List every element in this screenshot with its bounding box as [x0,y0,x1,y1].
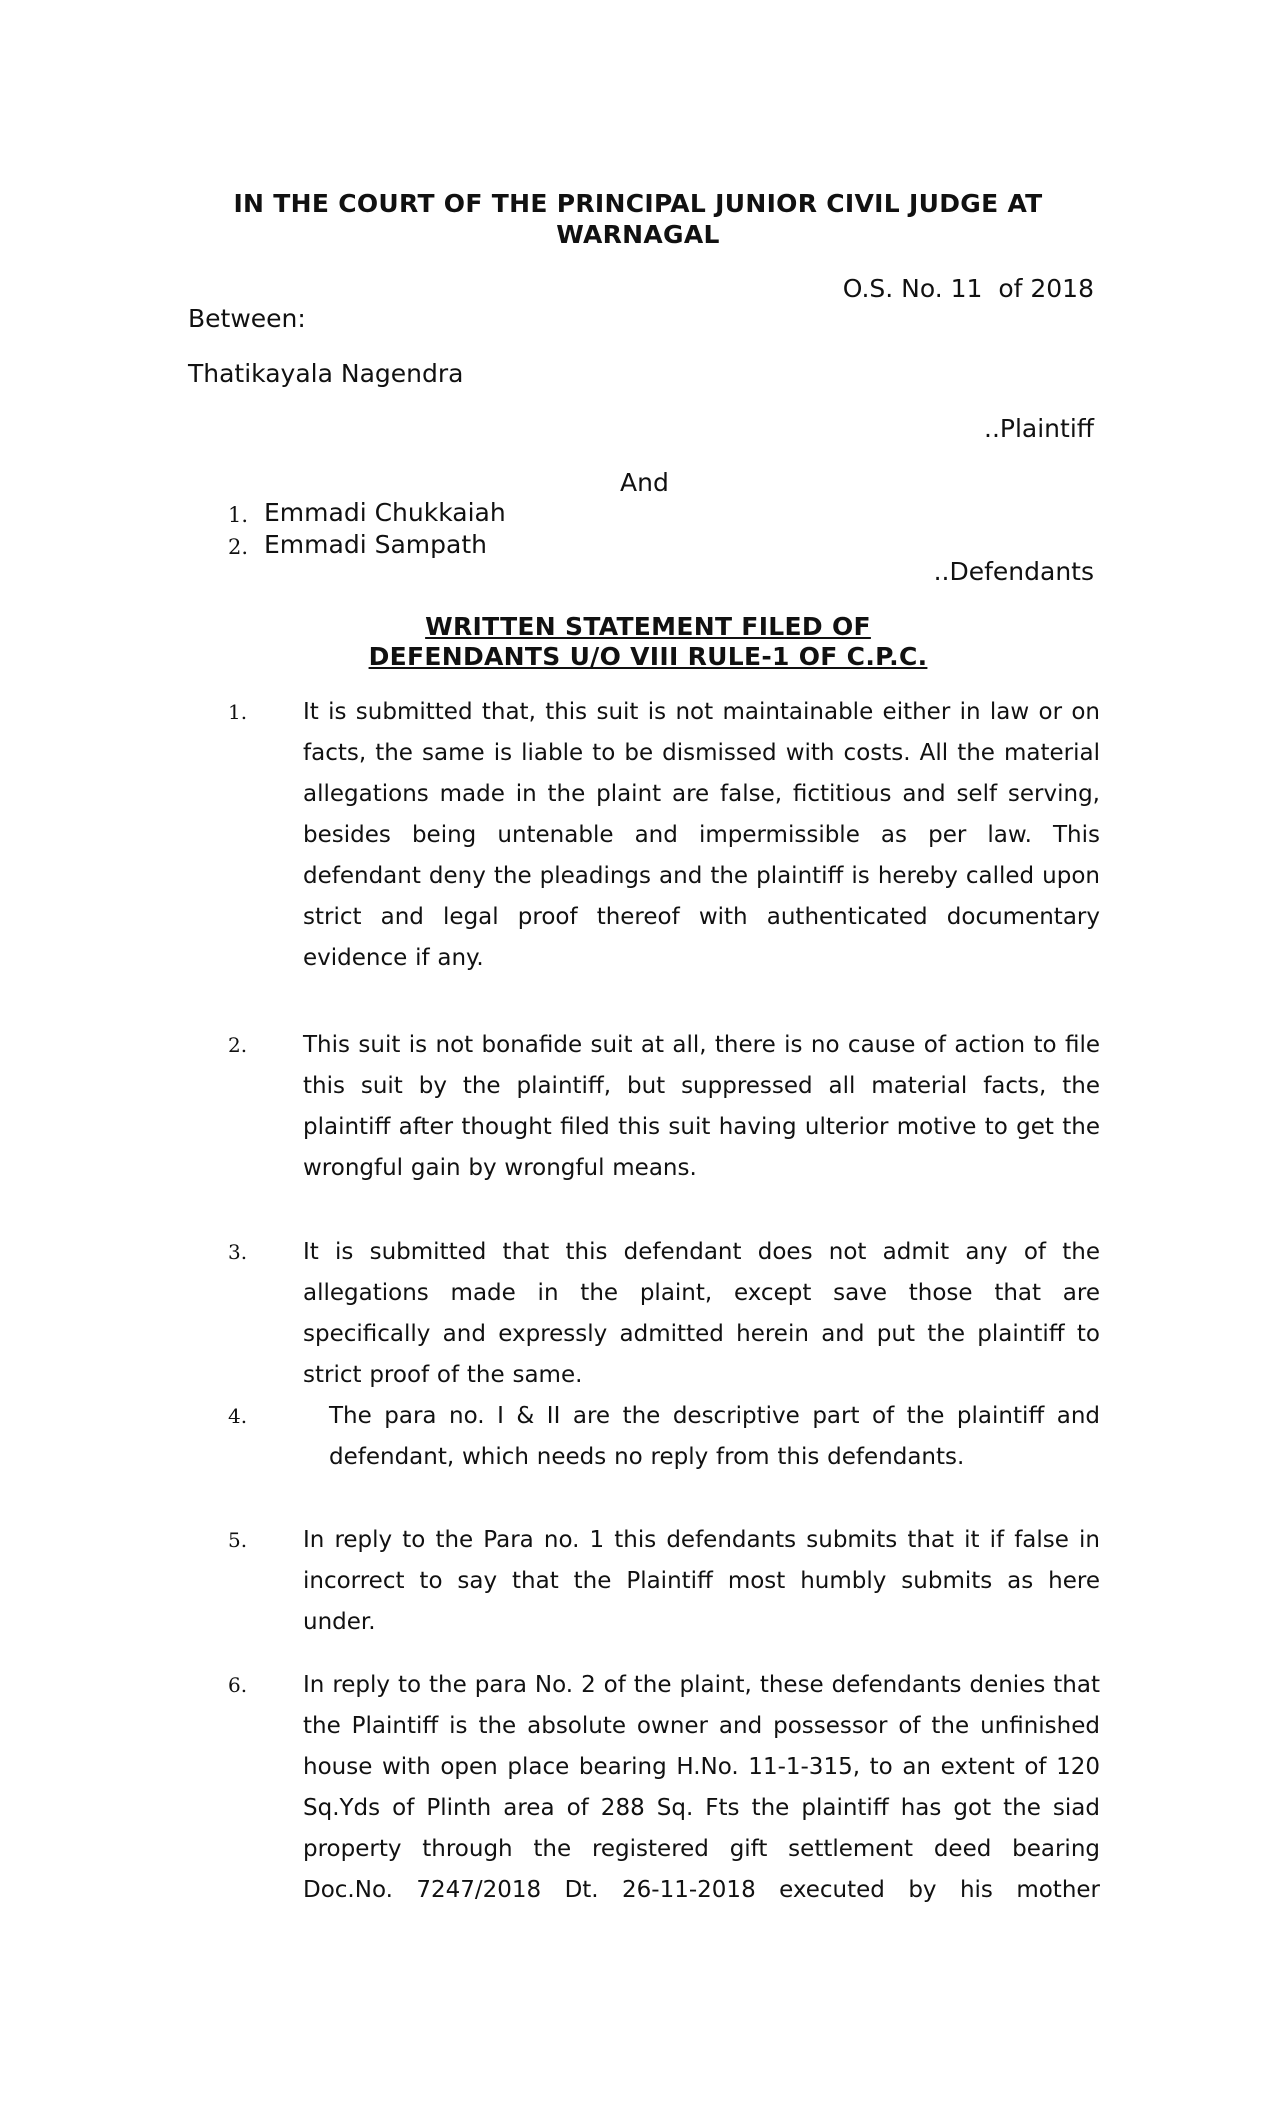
defendant-number: 2. [228,535,249,559]
paragraph-3 [228,1232,1100,1396]
paragraph-number: 4. [228,1404,248,1428]
between-label: Between: [188,304,306,333]
paragraph-number: 5. [228,1528,248,1552]
paragraph-text: It is submitted that this defendant does not admit any of the allegations made in the plaint, except save those that are specifically and expressly admitted herein and put the plaintiff to strict proof of the same. [303,1239,1100,1388]
defendant-number: 1. [228,503,249,527]
defendants-list [228,498,506,562]
and-label: And [620,468,669,497]
paragraph-text: In reply to the para No. 2 of the plaint, these defendants denies that the Plaintiff is the absolute owner and possessor of the unfinished house with open place bearing H.No. 11-1-315, to an extent of 120 Sq.Yds of Plinth area of 288 Sq. Fts the plaintiff has got the siad property through the registered gift settlement deed bearing Doc.No. 7247/2018 Dt. 26-11-2018 executed by his mother [303,1672,1100,1903]
paragraph-number: 6. [228,1673,248,1697]
paragraph-4 [228,1396,1100,1478]
paragraph-text: This suit is not bonafide suit at all, there is no cause of action to file this suit by the plaintiff, but suppressed all material facts, the plaintiff after thought filed this suit having ulterior motive to get the wrongful gain by wrongful means. [303,1032,1100,1181]
defendant-name: Emmadi Chukkaiah [264,498,506,527]
court-title: IN THE COURT OF THE PRINCIPAL JUNIOR CIVIL JUDGE AT WARNAGAL [233,189,1043,249]
paragraph-text: It is submitted that, this suit is not maintainable either in law or on facts, the same is liable to be dismissed with costs. All the material allegations made in the plaint are false, fictitious and self serving, besides being untenable and impermissible as per law. This defendant deny the pleadings and the plaintiff is hereby called upon strict and legal proof thereof with authenticated documentary evidence if any. [303,699,1100,971]
paragraph-2 [228,1025,1100,1189]
defendant-item [228,498,506,530]
paragraph-5 [228,1520,1100,1643]
paragraph-number: 3. [228,1240,248,1264]
paragraph-number: 2. [228,1033,248,1057]
plaintiff-role: ..Plaintiff [984,414,1094,443]
paragraph-text: The para no. I & II are the descriptive part of the plaintiff and defendant, which needs no reply from this defendants. [329,1403,1100,1470]
heading-line-1: WRITTEN STATEMENT FILED OF [425,612,871,641]
paragraph-number: 1. [228,700,248,724]
paragraph-6 [228,1665,1100,1911]
defendant-item [228,530,506,562]
defendant-name: Emmadi Sampath [264,530,487,559]
paragraph-text: In reply to the Para no. 1 this defendants submits that it if false in incorrect to say that the Plaintiff most humbly submits as here under. [303,1527,1100,1635]
case-number: O.S. No. 11 of 2018 [842,274,1094,303]
paragraph-1 [228,692,1100,979]
document-heading [288,612,1008,672]
plaintiff-name: Thatikayala Nagendra [188,359,464,388]
defendants-role: ..Defendants [933,557,1094,586]
heading-line-2: DEFENDANTS U/O VIII RULE-1 OF C.P.C. [368,642,928,671]
